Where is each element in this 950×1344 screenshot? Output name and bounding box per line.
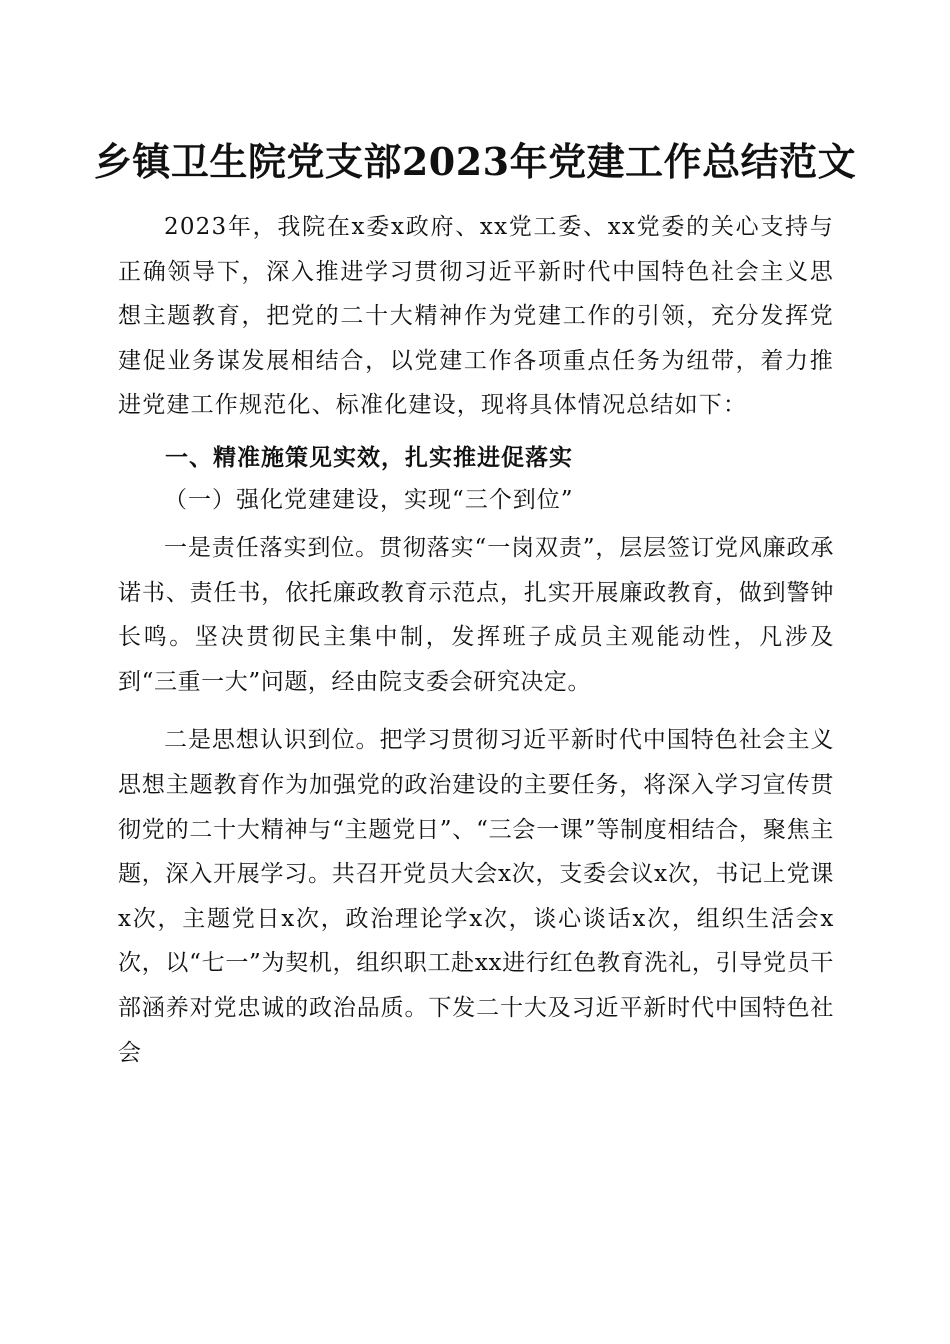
paragraph-body: 贯彻落实“一岗双责”，层层签订党风廉政承诺书、责任书，依托廉政教育示范点，扎实开展廉政教育，做到警钟长鸣。坚决贯彻民主集中制，发挥班子成员主观能动性，凡涉及到“三重一大”问题，经由院支委会研究决定。 xyxy=(118,534,834,695)
paragraph-responsibility xyxy=(118,526,834,704)
paragraph-body: 把学习贯彻习近平新时代中国特色社会主义思想主题教育作为加强党的政治建设的主要任务，将深入学习宣传贯彻党的二十大精神与“主题党日”、“三会一课”等制度相结合，聚焦主题，深入开展学习。共召开党员大会x次，支委会议x次，书记上党课x次，主题党日x次，政治理论学x次，谈心谈话x次，组织生活会x次，以“七一”为契机，组织职工赴xx进行红色教育洗礼，引导党员干部涵养对党忠诚的政治品质。下发二十大及习近平新时代中国特色社会 xyxy=(118,727,834,1066)
paragraph-lead: 一是责任落实到位。 xyxy=(164,534,379,561)
document-body xyxy=(118,205,834,1075)
paragraph-ideology xyxy=(118,718,834,1075)
document-title: 乡镇卫生院党支部2023年党建工作总结范文 xyxy=(93,139,857,184)
intro-paragraph: 2023年，我院在x委x政府、xx党工委、xx党委的关心支持与正确领导下，深入推进学习贯彻习近平新时代中国特色社会主义思想主题教育，把党的二十大精神作为党建工作的引领，充分发挥党建促业务谋发展相结合，以党建工作各项重点任务为纽带，着力推进党建工作规范化、标准化建设，现将具体情况总结如下： xyxy=(118,214,834,419)
section-heading: 一、精准施策见实效，扎实推进促落实 xyxy=(165,443,573,471)
subsection-heading: （一）强化党建建设，实现“三个到位” xyxy=(164,486,574,513)
paragraph-lead: 二是思想认识到位。 xyxy=(164,727,380,754)
